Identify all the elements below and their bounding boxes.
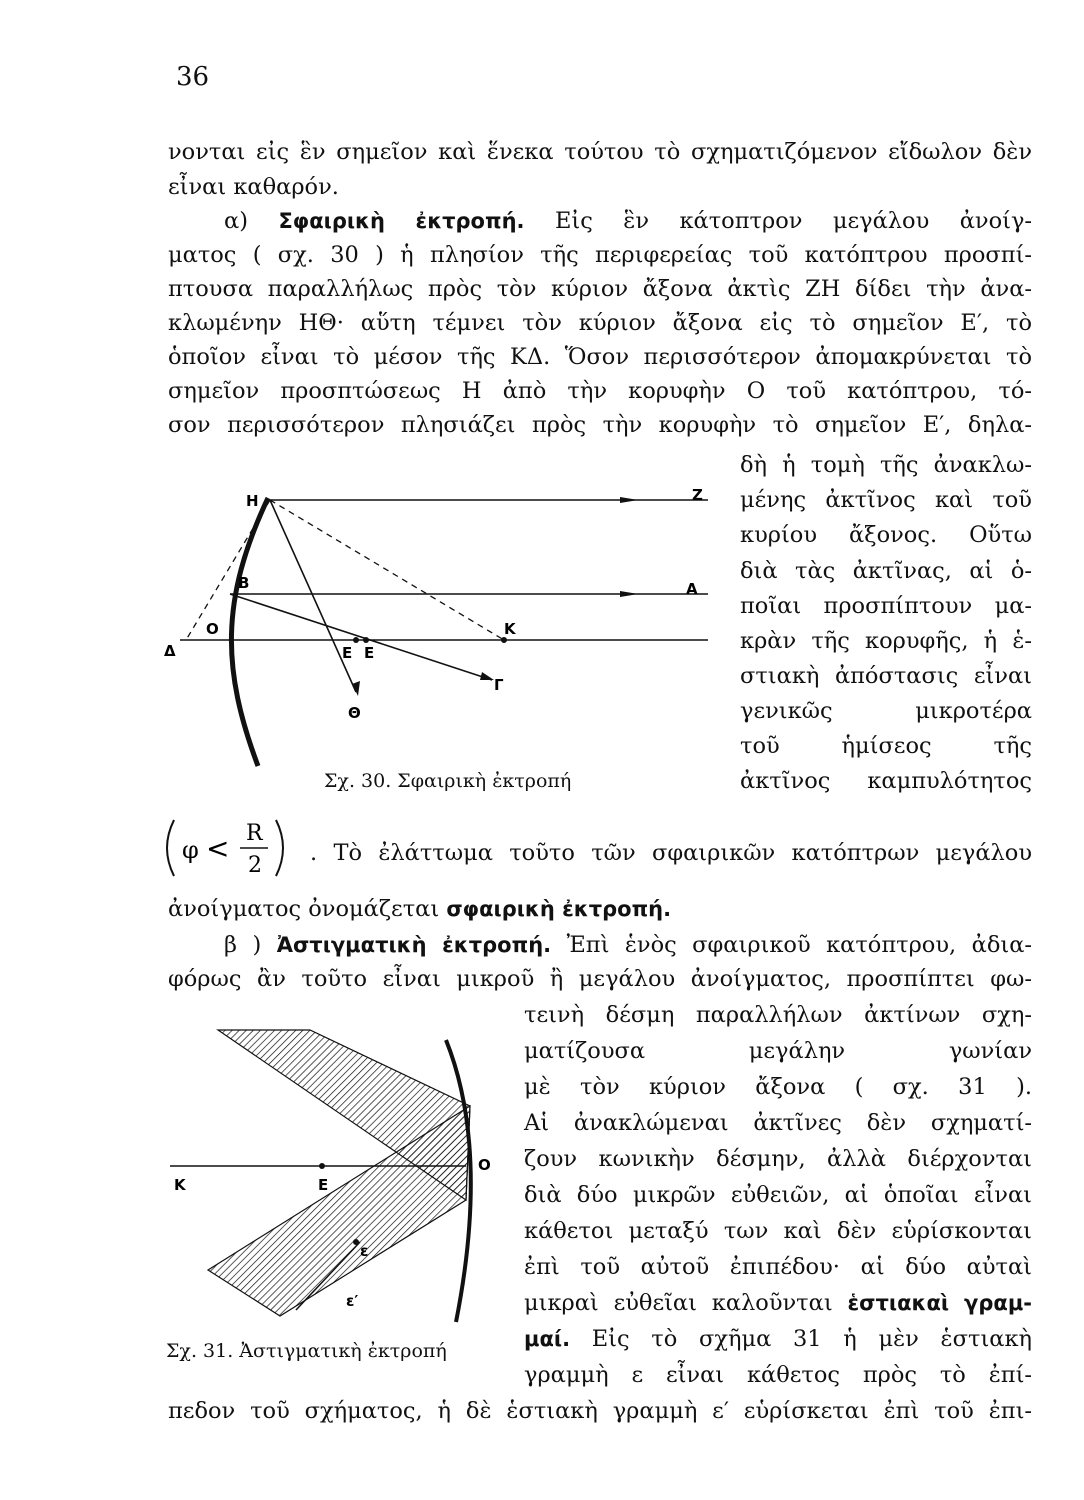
- reflected-beam: [208, 1106, 470, 1316]
- figure-30: [160, 470, 720, 800]
- text-line: σημεῖον προσπτώσεως Η ἀπὸ τὴν κορυφὴν Ο τοῦ κατόπτρου, τό-: [168, 378, 1032, 404]
- formula-phi: φ: [182, 836, 199, 864]
- side-text-bold-line: [524, 1324, 1032, 1354]
- text-line: νονται εἰς ἓν σημεῖον καὶ ἕνεκα τούτου τὸ σχηματιζόμενον εἴδωλον δὲν: [168, 139, 1032, 165]
- side-text-bold-line: [524, 1288, 1032, 1318]
- side-text-line: μὲ τὸν κύριον ἄξονα ( σχ. 31 ).: [524, 1074, 1032, 1100]
- fig31-label-K: Κ: [174, 1176, 186, 1194]
- text-line: κλωμένην ΗΘ· αὕτη τέμνει τὸν κύριον ἄξονα εἰς τὸ σημεῖον Ε′, τὸ: [168, 310, 1032, 336]
- fig30-label-K: Κ: [504, 620, 516, 638]
- section-b-heading: Ἀστιγματικὴ ἐκτροπή.: [276, 933, 552, 957]
- side-text-line: γενικῶς μικροτέρα: [740, 698, 1032, 724]
- text-span: μικραὶ εὐθεῖαι καλοῦνται: [524, 1290, 833, 1316]
- side-text-line: δὴ ἡ τομὴ τῆς ἀνακλω-: [740, 452, 1032, 478]
- text-line: ματος ( σχ. 30 ) ἡ πλησίον τῆς περιφερείας τοῦ κατόπτρου προσπί-: [168, 242, 1032, 268]
- page-number: 36: [176, 62, 210, 92]
- fig30-label-G: Γ: [494, 676, 504, 694]
- bold-term: σφαιρικὴ ἐκτροπή.: [446, 897, 672, 921]
- side-text-line: Αἱ ἀνακλώμεναι ἀκτῖνες δὲν σχηματί-: [524, 1110, 1032, 1136]
- formula: [160, 816, 310, 880]
- fig30-label-E2: Ε: [364, 644, 375, 662]
- side-text-line: κυρίου ἄξονος. Οὕτω: [740, 522, 1032, 548]
- side-text-line: κρὰν τῆς κορυφῆς, ἡ ἑ-: [740, 628, 1032, 654]
- ray-H-theta: [270, 500, 356, 692]
- section-a-line1-rest: Εἰς ἓν κάτοπτρον μεγάλου ἀνοίγ-: [554, 208, 1033, 234]
- text-line: πεδον τοῦ σχήματος, ἡ δὲ ἑστιακὴ γραμμὴ ε′ εὑρίσκεται ἐπὶ τοῦ ἐπι-: [168, 1398, 1032, 1424]
- side-text-line: κάθετοι μεταξύ των καὶ δὲν εὑρίσκονται: [524, 1218, 1032, 1244]
- fig30-label-Z: Ζ: [692, 486, 703, 504]
- side-text-line: διὰ τὰς ἀκτῖνας, αἱ ὁ-: [740, 558, 1032, 584]
- section-a-heading: Σφαιρικὴ ἐκτροπή.: [278, 209, 525, 233]
- text-span: Εἰς τὸ σχῆμα 31 ἡ μὲν ἑστιακὴ: [591, 1326, 1032, 1352]
- side-text-line: ζουν κωνικὴν δέσμην, ἀλλὰ διέρχονται: [524, 1146, 1032, 1172]
- figure-31: [160, 1010, 510, 1330]
- fig30-label-H: Η: [246, 492, 259, 510]
- section-b-heading-line: [168, 930, 1032, 960]
- figure-30-caption: Σχ. 30. Σφαιρικὴ ἐκτροπή: [324, 770, 572, 792]
- text-line: σον περισσότερον πλησιάζει πρὸς τὴν κορυφὴν τὸ σημεῖον Ε′, δηλα-: [168, 412, 1032, 438]
- fig30-label-B: Β: [238, 574, 250, 592]
- formula-lt: <: [206, 832, 230, 865]
- side-text-line: μένης ἀκτῖνος καὶ τοῦ: [740, 487, 1032, 513]
- side-text-line: ματίζουσα μεγάλην γωνίαν: [524, 1038, 1032, 1064]
- side-text-line: τεινὴ δέσμη παραλλήλων ἀκτίνων σχη-: [524, 1002, 1032, 1028]
- ray-B-gamma: [230, 594, 492, 680]
- side-text-line: τοῦ ἡμίσεος τῆς: [740, 733, 1032, 759]
- text-span: ἀνοίγματος ὀνομάζεται: [168, 896, 440, 922]
- section-a-end-line: [168, 894, 671, 924]
- formula-graphic: [160, 816, 310, 880]
- side-text-line: ποῖαι προσπίπτουν μα-: [740, 593, 1032, 619]
- section-b-prefix: β ): [224, 932, 262, 958]
- text-line: εἶναι καθαρόν.: [168, 174, 339, 200]
- bold-term: ἑστιακαὶ γραμ-: [847, 1291, 1032, 1315]
- formula-numerator: R: [246, 821, 263, 846]
- section-a-prefix: α): [224, 208, 248, 234]
- text-line: . Τὸ ἐλάττωμα τοῦτο τῶν σφαιρικῶν κατόπτρων μεγάλου: [310, 840, 1032, 866]
- fig30-label-D: Δ: [164, 642, 176, 660]
- bold-term: μαί.: [524, 1327, 571, 1351]
- section-b-line1-rest: Ἐπὶ ἑνὸς σφαιρικοῦ κατόπτρου, ἀδια-: [566, 932, 1032, 958]
- fig30-label-O: Ο: [206, 620, 219, 638]
- text-line: φόρως ἂν τοῦτο εἶναι μικροῦ ἢ μεγάλου ἀνοίγματος, προσπίπτει φω-: [168, 966, 1032, 992]
- side-text-line: στιακὴ ἀπόστασις εἶναι: [740, 663, 1032, 689]
- mirror-arc: [231, 498, 268, 766]
- dashed-HD: [186, 500, 270, 640]
- text-line: πτουσα παραλλήλως πρὸς τὸν κύριον ἄξονα ἀκτὶς ΖΗ δίδει τὴν ἀνα-: [168, 276, 1032, 302]
- section-a-heading-line: [168, 206, 1032, 236]
- formula-denominator: 2: [248, 853, 262, 878]
- side-text-line: ἀκτῖνος καμπυλότητος: [740, 768, 1032, 794]
- fig30-label-E1: Ε: [342, 644, 353, 662]
- side-text-line: ἐπὶ τοῦ αὐτοῦ ἐπιπέδου· αἱ δύο αὐταὶ: [524, 1254, 1032, 1280]
- fig31-label-O: Ο: [478, 1156, 491, 1174]
- side-text-line: διὰ δύο μικρῶν εὐθειῶν, αἱ ὁποῖαι εἶναι: [524, 1182, 1032, 1208]
- fig31-label-E: Ε: [318, 1176, 329, 1194]
- side-text-line: γραμμὴ ε εἶναι κάθετος πρὸς τὸ ἐπί-: [524, 1362, 1032, 1388]
- fig31-label-e: ε: [360, 1242, 369, 1260]
- fig31-label-e2: ε′: [346, 1292, 359, 1310]
- figure-31-caption: Σχ. 31. Ἀστιγματικὴ ἐκτροπή: [166, 1340, 447, 1362]
- fig30-label-A: Α: [686, 580, 698, 598]
- text-line: ὁποῖον εἶναι τὸ μέσον τῆς ΚΔ. Ὅσον περισσότερον ἀπομακρύνεται τὸ: [168, 344, 1032, 370]
- fig30-label-Theta: Θ: [348, 704, 361, 722]
